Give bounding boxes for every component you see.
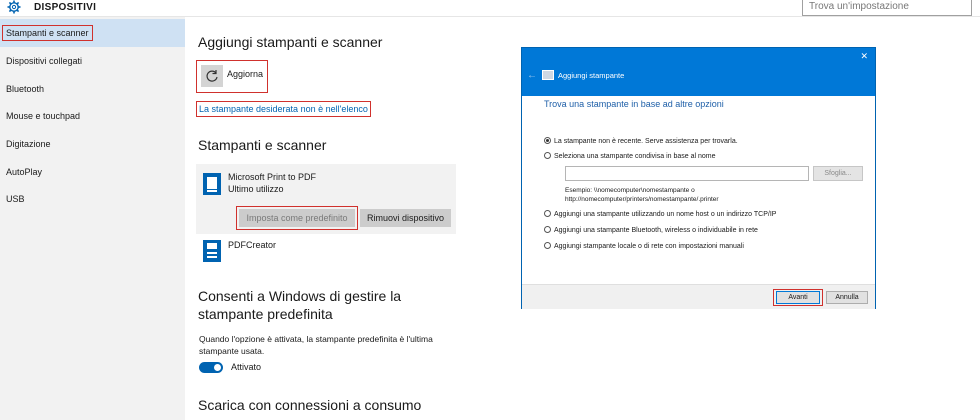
radio-icon[interactable]: [544, 242, 551, 249]
option-label: Aggiungi una stampante utilizzando un nome host o un indirizzo TCP/IP: [554, 211, 777, 218]
gear-icon: [7, 0, 21, 14]
sidebar-item-label: Digitazione: [6, 139, 51, 149]
dialog-titlebar: [522, 48, 875, 96]
sidebar-item-bluetooth[interactable]: [0, 75, 185, 103]
option-shared-by-name[interactable]: [544, 152, 716, 160]
sidebar-item-label: Mouse e touchpad: [6, 111, 81, 121]
option-tcpip[interactable]: [544, 210, 776, 218]
refresh-label: Aggiorna: [227, 69, 264, 79]
set-default-button-outline: [236, 206, 358, 230]
radio-checked-icon[interactable]: [544, 137, 551, 144]
sidebar-item-label: Stampanti e scanner: [3, 26, 92, 40]
option-local-manual[interactable]: [544, 242, 744, 250]
sidebar-item-mouse-touchpad[interactable]: [0, 102, 185, 130]
sidebar-item-usb[interactable]: [0, 185, 185, 213]
browse-button[interactable]: Sfoglia...: [813, 166, 863, 181]
radio-icon[interactable]: [544, 210, 551, 217]
sidebar-item-label: Dispositivi collegati: [6, 56, 83, 66]
option-label: La stampante non è recente. Serve assistenza per trovarla.: [554, 138, 738, 145]
radio-icon[interactable]: [544, 226, 551, 233]
search-input[interactable]: Trova un'impostazione: [802, 0, 972, 16]
shared-printer-name-field[interactable]: [565, 166, 809, 181]
dialog-footer: [522, 284, 875, 309]
option-bluetooth-wireless[interactable]: [544, 226, 758, 234]
cancel-button[interactable]: Annulla: [826, 291, 868, 304]
option-label: Aggiungi stampante locale o di rete con impostazioni manuali: [554, 243, 744, 250]
add-printers-heading: Aggiungi stampanti e scanner: [198, 34, 383, 50]
sidebar-item-connected-devices[interactable]: [0, 47, 185, 75]
remove-device-button[interactable]: Rimuovi dispositivo: [360, 209, 451, 227]
sidebar-item-typing[interactable]: [0, 130, 185, 158]
option-label: Seleziona una stampante condivisa in base al nome: [554, 153, 716, 160]
sidebar-item-autoplay[interactable]: [0, 158, 185, 186]
refresh-button[interactable]: [196, 60, 268, 93]
dialog-heading: Trova una stampante in base ad altre opzioni: [544, 99, 724, 109]
printer-name: Microsoft Print to PDF: [228, 172, 317, 182]
back-arrow-icon[interactable]: ←: [527, 70, 537, 81]
printer-icon: [203, 173, 221, 195]
add-printer-dialog: [521, 47, 876, 309]
close-icon[interactable]: ✕: [860, 51, 868, 61]
set-default-button[interactable]: Imposta come predefinito: [239, 209, 355, 227]
printer-name[interactable]: PDFCreator: [228, 240, 277, 250]
metered-heading: Scarica con connessioni a consumo: [198, 397, 422, 413]
example-line: Esempio: \\nomecomputer\nomestampante o: [565, 187, 695, 194]
sidebar-item-label: USB: [6, 194, 25, 204]
dialog-title: Aggiungi stampante: [558, 71, 625, 80]
option-not-recent[interactable]: [544, 137, 738, 145]
next-button[interactable]: Avanti: [776, 291, 820, 304]
printers-heading: Stampanti e scanner: [198, 137, 327, 153]
example-line: http://nomecomputer/printers/nomestampante/.printer: [565, 196, 719, 203]
sidebar-item-label: Bluetooth: [6, 84, 45, 94]
printer-item-selected[interactable]: [196, 164, 456, 234]
toggle-state-label: Attivato: [231, 362, 262, 372]
manage-default-heading-line2: stampante predefinita: [198, 306, 333, 322]
sidebar: [0, 17, 185, 420]
next-button-outline: [773, 289, 823, 306]
radio-icon[interactable]: [544, 152, 551, 159]
manage-default-heading: Consenti a Windows di gestire la: [198, 288, 402, 304]
manage-default-toggle[interactable]: [199, 362, 223, 373]
printer-status: Ultimo utilizzo: [228, 184, 284, 194]
printer-icon: [542, 70, 554, 80]
sidebar-item-printers-scanners[interactable]: [0, 19, 185, 47]
refresh-icon: [201, 65, 223, 87]
example-text: [565, 186, 719, 204]
title-bar: [0, 0, 980, 17]
printer-icon: [203, 240, 221, 262]
printer-not-listed-link[interactable]: La stampante desiderata non è nell'elenco: [196, 101, 371, 117]
manage-default-description: Quando l'opzione è attivata, la stampante predefinita è l'ultima stampante usata.: [199, 334, 433, 356]
sidebar-item-label: AutoPlay: [6, 167, 43, 177]
option-label: Aggiungi una stampante Bluetooth, wireless o individuabile in rete: [554, 227, 758, 234]
app-title: DISPOSITIVI: [34, 2, 97, 13]
